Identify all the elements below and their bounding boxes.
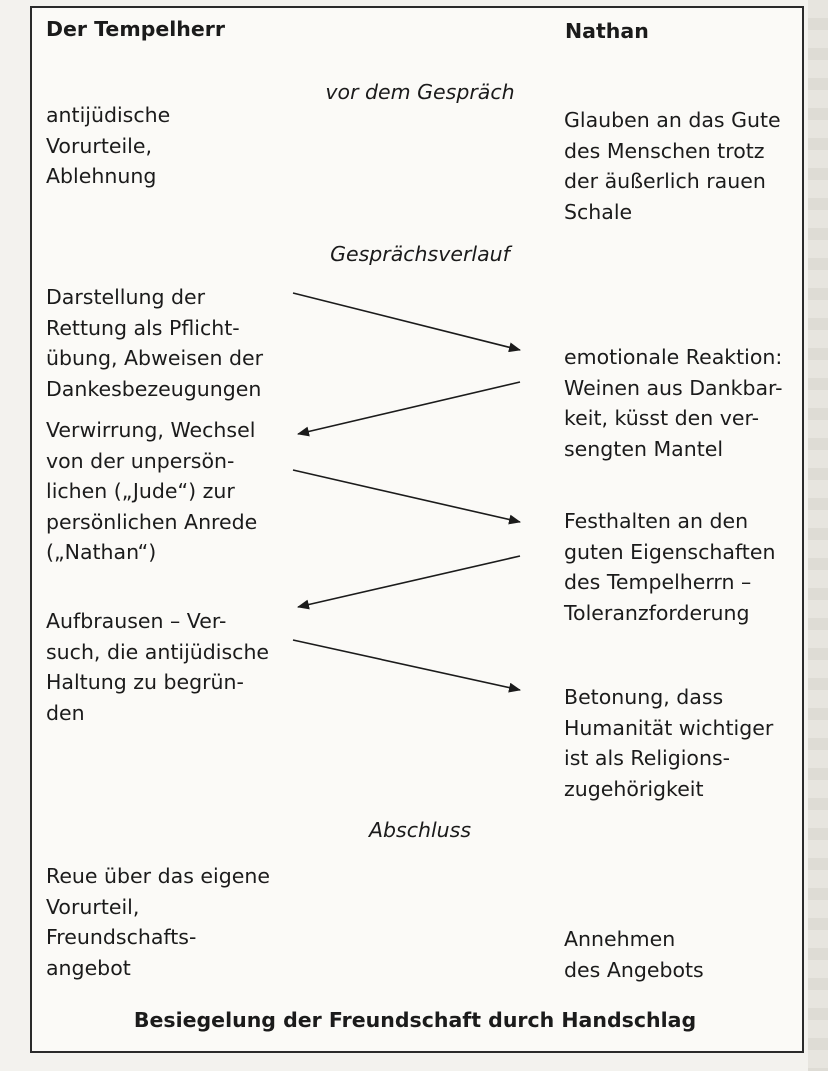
arrow-right-to-left-1 — [298, 382, 520, 434]
right-end: Annehmen des Angebots — [564, 927, 704, 982]
footer-conclusion: Besiegelung der Freundschaft durch Handschlag — [133, 1008, 697, 1032]
left-step-1: Darstellung der Rettung als Pflicht- übung, Abweisen der Dankesbezeugungen — [46, 285, 264, 401]
left-before: antijüdische Vorurteile, Ablehnung — [46, 103, 171, 188]
right-step-1: emotionale Reaktion: Weinen aus Dankbar- keit, küsst den ver- sengten Mantel — [564, 345, 783, 461]
section-before: vor dem Gespräch — [325, 80, 515, 104]
arrow-left-to-right-3 — [293, 640, 520, 690]
right-before: Glauben an das Gute des Menschen trotz der äußerlich rauen Schale — [564, 108, 781, 224]
arrow-right-to-left-2 — [298, 556, 520, 607]
section-course: Gesprächsverlauf — [330, 242, 510, 266]
section-end: Abschluss — [368, 818, 472, 842]
left-step-3: Aufbrausen – Ver- such, die antijüdische Haltung zu begrün- den — [46, 609, 270, 725]
left-end: Reue über das eigene Vorurteil, Freundschafts- angebot — [46, 864, 270, 980]
right-step-2: Festhalten an den guten Eigenschaften des Tempelherrn – Toleranzforderung — [564, 509, 776, 625]
header-left: Der Tempelherr — [46, 17, 226, 41]
right-step-3: Betonung, dass Humanität wichtiger ist als Religions- zugehörigkeit — [564, 685, 774, 801]
arrow-left-to-right-2 — [293, 470, 520, 522]
header-right: Nathan — [565, 19, 649, 43]
left-step-2: Verwirrung, Wechsel von der unpersön- lichen („Jude“) zur persönlichen Anrede („Nathan“) — [46, 418, 258, 564]
arrow-left-to-right-1 — [293, 293, 520, 350]
